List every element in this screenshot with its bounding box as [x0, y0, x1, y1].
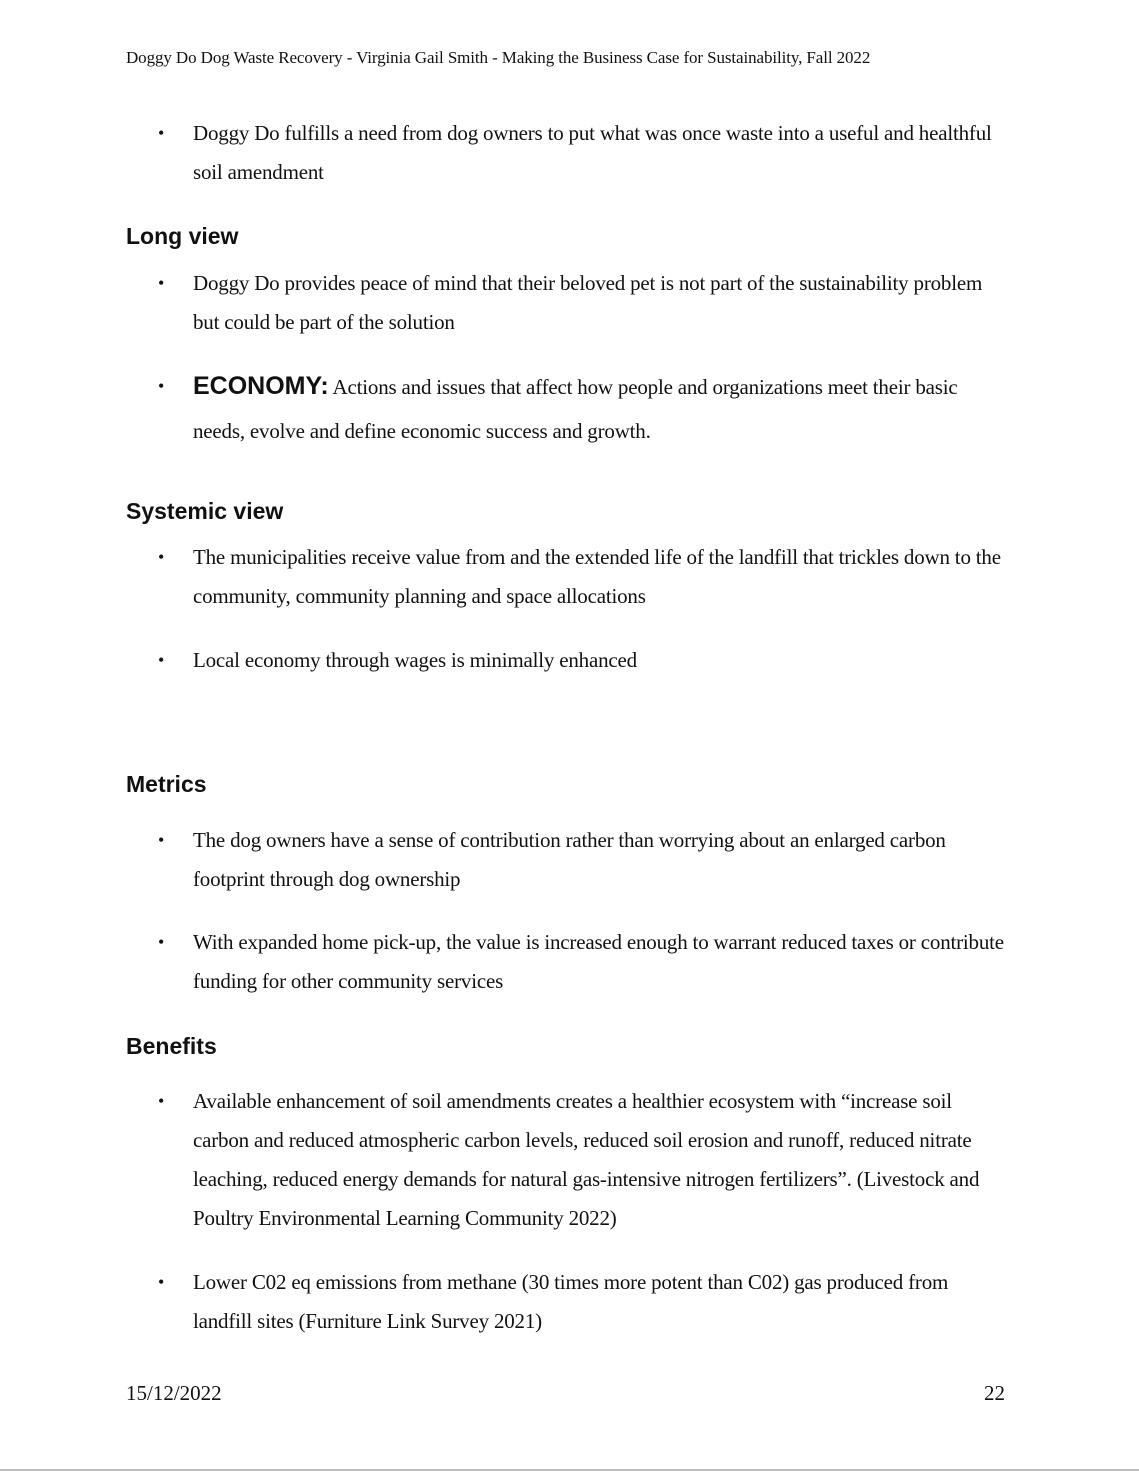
bullet-text: The dog owners have a sense of contribution rather than worrying about an enlarged carbon footprint through dog ownership	[193, 828, 946, 891]
bullet-dot: •	[158, 830, 165, 850]
bullet-dot: •	[158, 1272, 165, 1292]
bullet-dot: •	[158, 1091, 165, 1111]
bullet-text: The municipalities receive value from and the extended life of the landfill that trickles down to the community, community planning and space allocations	[193, 545, 1001, 608]
page-bottom-border	[0, 1469, 1139, 1471]
running-header: Doggy Do Dog Waste Recovery - Virginia Gail Smith - Making the Business Case for Sustainability, Fall 2022	[126, 48, 871, 67]
bullet-dot: •	[158, 650, 165, 670]
page-number: 22	[984, 1381, 1005, 1405]
bullet-dot: •	[158, 376, 165, 396]
bullet-dot: •	[158, 123, 165, 143]
footer-date: 15/12/2022	[126, 1381, 222, 1405]
long-view-bullet	[158, 264, 1008, 342]
heading-systemic-view: Systemic view	[126, 498, 284, 524]
heading-benefits: Benefits	[126, 1033, 217, 1059]
intro-bullet	[158, 114, 1008, 192]
economy-label: ECONOMY:	[193, 372, 329, 400]
bullet-dot: •	[158, 273, 165, 293]
bullet-text: Lower C02 eq emissions from methane (30 times more potent than C02) gas produced from landfill sites (Furniture Link Survey 2021)	[193, 1270, 949, 1333]
benefits-bullet	[158, 1082, 1008, 1238]
bullet-text: Local economy through wages is minimally enhanced	[193, 648, 637, 672]
bullet-text: Available enhancement of soil amendments creates a healthier ecosystem with “increase soil carbon and reduced atmospheric carbon levels, reduced soil erosion and runoff, reduced nitrate leaching, reduced energy demands for natural gas-intensive nitrogen fertilizers”. (Livestock and Poultry Environmental Learning Community 2022)	[193, 1089, 980, 1230]
bullet-text: Doggy Do fulfills a need from dog owners to put what was once waste into a useful and healthful soil amendment	[193, 121, 992, 184]
metrics-bullet	[158, 923, 1008, 1001]
metrics-bullet	[158, 821, 1008, 899]
systemic-view-bullet	[158, 538, 1008, 616]
bullet-dot: •	[158, 547, 165, 567]
economy-text: Actions and issues that affect how people and organizations meet their basic needs, evolve and define economic success and growth.	[193, 375, 958, 443]
bullet-text: With expanded home pick-up, the value is increased enough to warrant reduced taxes or contribute funding for other community services	[193, 930, 1004, 993]
heading-metrics: Metrics	[126, 771, 207, 797]
bullet-dot: •	[158, 932, 165, 952]
heading-long-view: Long view	[126, 223, 239, 249]
systemic-view-bullet	[158, 641, 1008, 680]
economy-bullet	[158, 364, 1008, 453]
benefits-bullet	[158, 1263, 1008, 1341]
bullet-text: Doggy Do provides peace of mind that their beloved pet is not part of the sustainability problem but could be part of the solution	[193, 271, 983, 334]
